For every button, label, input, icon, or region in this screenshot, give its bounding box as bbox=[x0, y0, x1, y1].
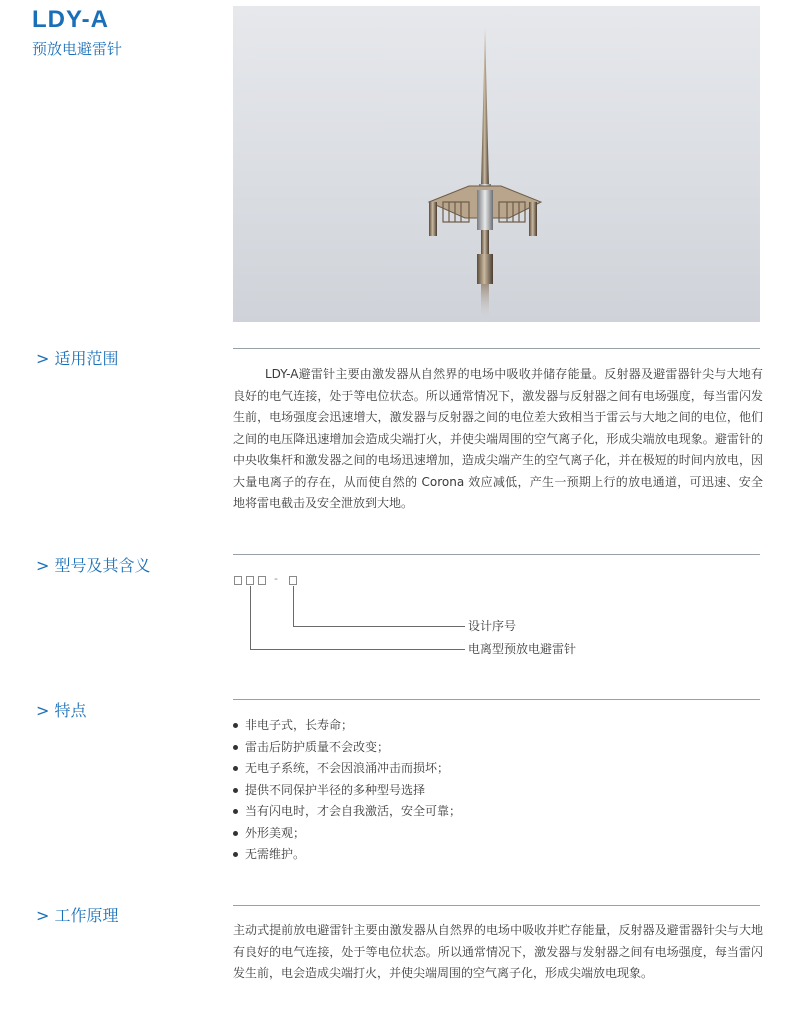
product-title: LDY-A bbox=[32, 6, 109, 33]
divider-principle bbox=[233, 905, 760, 906]
feature-item: 非电子式，长寿命； bbox=[233, 715, 461, 737]
label-design-serial: 设计序号 bbox=[468, 619, 517, 633]
feature-item: 雷击后防护质量不会改变； bbox=[233, 737, 461, 759]
code-separator: - bbox=[274, 572, 278, 585]
principle-paragraph: 主动式提前放电避雷针主要由激发器从自然界的电场中吸收并贮存能量，反射器及避雷器针尖与大地有良好的电气连接，处于等电位状态。所以通常情况下，激发器与发射器之间有电场强度，每当雷闪发生前，电会造成尖端打火，并使尖端周围的空气离子化，形成尖端放电现象。 bbox=[233, 923, 763, 980]
product-photo bbox=[233, 6, 760, 322]
model-code-diagram bbox=[233, 572, 633, 662]
section-heading-model: > 型号及其含义 bbox=[36, 556, 151, 575]
lightning-rod-illustration bbox=[233, 6, 760, 322]
feature-item: 当有闪电时，才会自我激活，安全可靠； bbox=[233, 801, 461, 823]
divider-model bbox=[233, 554, 760, 555]
section-heading-scope: > 适用范围 bbox=[36, 349, 119, 368]
feature-item: 无电子系统，不会因浪涌冲击而损坏； bbox=[233, 758, 461, 780]
feature-item: 外形美观； bbox=[233, 823, 461, 845]
feature-item: 无需维护。 bbox=[233, 844, 461, 866]
code-box-3 bbox=[258, 576, 266, 585]
section-heading-features: > 特点 bbox=[36, 701, 87, 720]
feature-list bbox=[233, 715, 461, 866]
label-product-type: 电离型预放电避雷针 bbox=[468, 642, 577, 656]
scope-paragraph: LDY-A避雷针主要由激发器从自然界的电场中吸收并储存能量。反射器及避雷器针尖与大地有良好的电气连接，处于等电位状态。所以通常情况下，激发器与反射器之间有电场强度，每当雷闪发生前，电场强度会迅速增大，激发器与反射器之间的电位差大致相当于雷云与大地之间的电位，他们之间的电压降迅速增加会造成尖端打火，并使尖端周围的空气离子化，形成尖端放电现象。避雷针的中央收集杆和激发器之间的电场迅速增加，造成尖端产生的空气离子化，并在极短的时间内放电，因大量电离子的存在，从而使自然的 Corona 效应减低，产生一预期上行的放电通道，可迅速、安全地将雷电截击及安全泄放到大地。 bbox=[233, 367, 763, 510]
divider-scope bbox=[233, 348, 760, 349]
feature-item: 提供不同保护半径的多种型号选择 bbox=[233, 780, 461, 802]
divider-features bbox=[233, 699, 760, 700]
section-heading-principle: > 工作原理 bbox=[36, 906, 119, 925]
code-box-2 bbox=[246, 576, 254, 585]
code-box-1 bbox=[234, 576, 242, 585]
product-subtitle: 预放电避雷针 bbox=[32, 40, 123, 58]
code-box-serial bbox=[289, 576, 297, 585]
